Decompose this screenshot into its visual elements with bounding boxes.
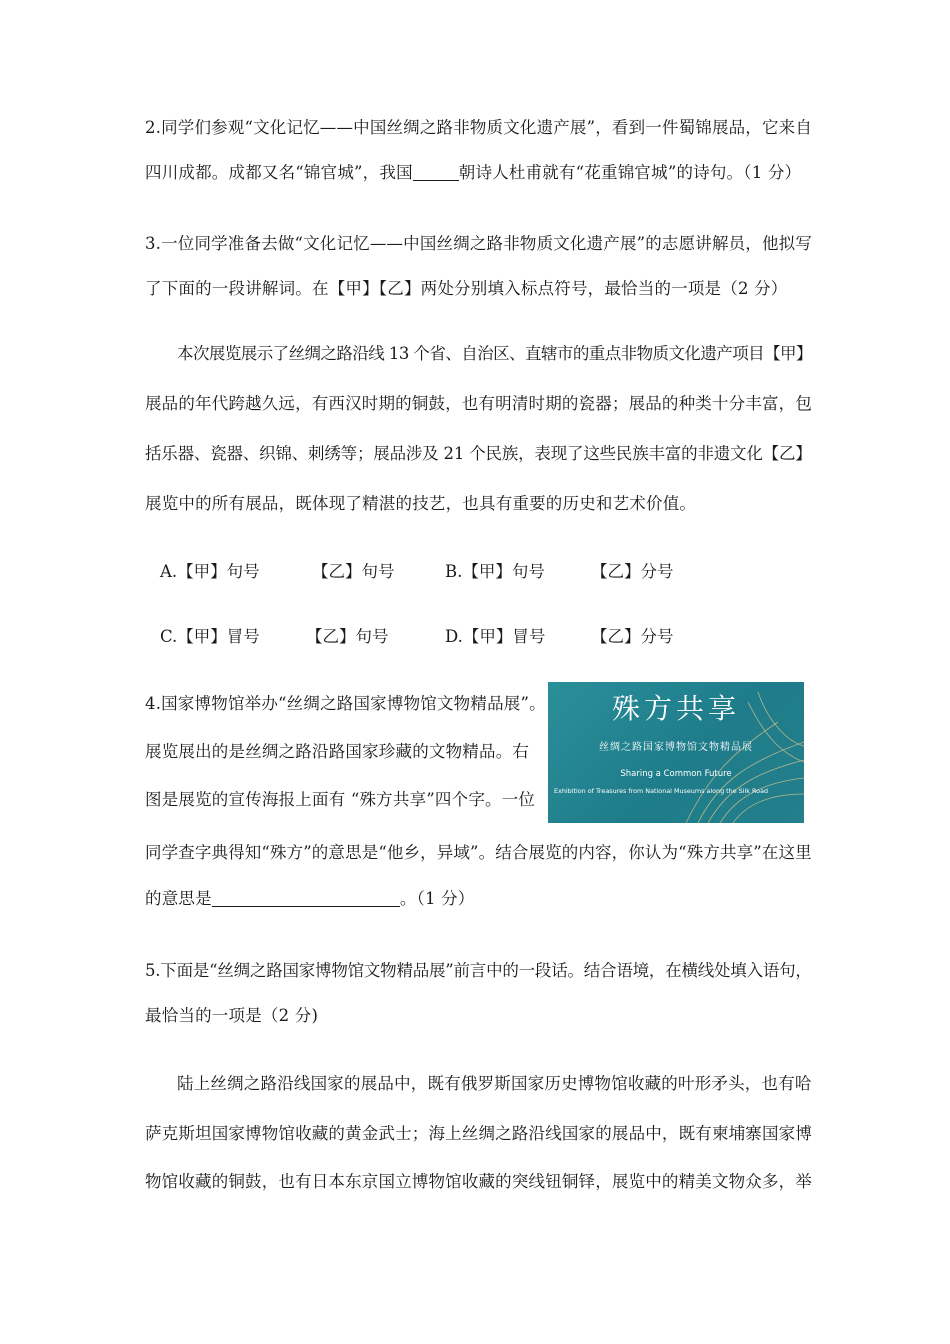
- q5-line-2: 最恰当的一项是（2 分): [145, 1006, 319, 1025]
- q4-line-5-end: 。（1 分）: [399, 889, 475, 908]
- q3-passage-line-4: 展览中的所有展品，既体现了精湛的技艺，也具有重要的历史和艺术价值。: [145, 494, 697, 513]
- q4-line-1: 4.国家博物馆举办“丝绸之路国家博物馆文物精品展”。: [145, 694, 546, 713]
- q4-line-5-start: 的意思是: [145, 889, 212, 908]
- poster-english-title: Sharing a Common Future: [620, 769, 732, 779]
- q5-passage-line-1: 陆上丝绸之路沿线国家的展品中，既有俄罗斯国家历史博物馆收藏的叶形矛头，也有哈: [177, 1074, 812, 1093]
- q4-line-4: 同学查字典得知“殊方”的意思是“他乡，异域”。结合展览的内容，你认为“殊方共享”在这里: [145, 843, 812, 862]
- q3-option-b-yi: 【乙】分号: [591, 562, 674, 581]
- q2-line-2: [145, 162, 801, 184]
- poster-title: 殊方共享: [611, 692, 740, 725]
- q2-line-1: 2.同学们参观“文化记忆——中国丝绸之路非物质文化遗产展”，看到一件蜀锦展品，它来自: [145, 118, 813, 137]
- q4-line-5: [145, 888, 475, 910]
- q3-passage-line-2: 展品的年代跨越久远，有西汉时期的铜鼓，也有明清时期的瓷器；展品的种类十分丰富，包: [145, 394, 812, 413]
- q2-line-2-start: 四川成都。成都又名“锦官城”，我国: [145, 163, 413, 182]
- q4-line-3: 图是展览的宣传海报上面有 “殊方共享”四个字。一位: [145, 790, 536, 809]
- q5-passage-line-2: 萨克斯坦国家博物馆收藏的黄金武士；海上丝绸之路沿线国家的展品中，既有柬埔寨国家博: [145, 1124, 812, 1143]
- q3-option-c-yi: 【乙】句号: [306, 627, 389, 646]
- q3-option-a-yi: 【乙】句号: [312, 562, 395, 581]
- q3-passage-line-1: 本次展览展示了丝绸之路沿线 13 个省、自治区、直辖市的重点非物质文化遗产项目【甲】: [177, 344, 812, 363]
- q2-answer-blank[interactable]: [413, 164, 459, 181]
- q5-passage-line-3: 物馆收藏的铜鼓，也有日本东京国立博物馆收藏的突线钮铜铎，展览中的精美文物众多，举: [145, 1172, 812, 1191]
- q5-line-1: 5.下面是“丝绸之路国家博物馆文物精品展”前言中的一段话。结合语境，在横线处填入语句，: [145, 961, 812, 980]
- q4-answer-blank[interactable]: [212, 890, 400, 907]
- q4-line-2: 展览展出的是丝绸之路沿路国家珍藏的文物精品。右: [145, 742, 530, 761]
- q3-line-1: 3.一位同学准备去做“文化记忆——中国丝绸之路非物质文化遗产展”的志愿讲解员，他拟写: [145, 234, 813, 253]
- q3-option-a-jia[interactable]: A.【甲】句号: [160, 562, 260, 581]
- poster-subtitle: 丝绸之路国家博物馆文物精品展: [599, 742, 753, 753]
- q3-option-d-yi: 【乙】分号: [591, 627, 674, 646]
- q3-option-d-jia[interactable]: D.【甲】冒号: [445, 627, 546, 646]
- q3-option-b-jia[interactable]: B.【甲】句号: [445, 562, 545, 581]
- q3-line-2: 了下面的一段讲解词。在【甲】【乙】两处分别填入标点符号，最恰当的一项是（2 分）: [145, 279, 788, 298]
- exhibition-poster: [548, 682, 804, 823]
- q3-option-c-jia[interactable]: C.【甲】冒号: [160, 627, 260, 646]
- q3-passage-line-3: 括乐器、瓷器、织锦、刺绣等；展品涉及 21 个民族，表现了这些民族丰富的非遗文化【乙】: [145, 444, 812, 463]
- poster-english-subtitle: Exhibition of Treasures from National Museums along the Silk Road: [554, 787, 769, 795]
- q2-line-2-end: 朝诗人杜甫就有“花重锦官城”的诗句。（1 分）: [458, 163, 802, 182]
